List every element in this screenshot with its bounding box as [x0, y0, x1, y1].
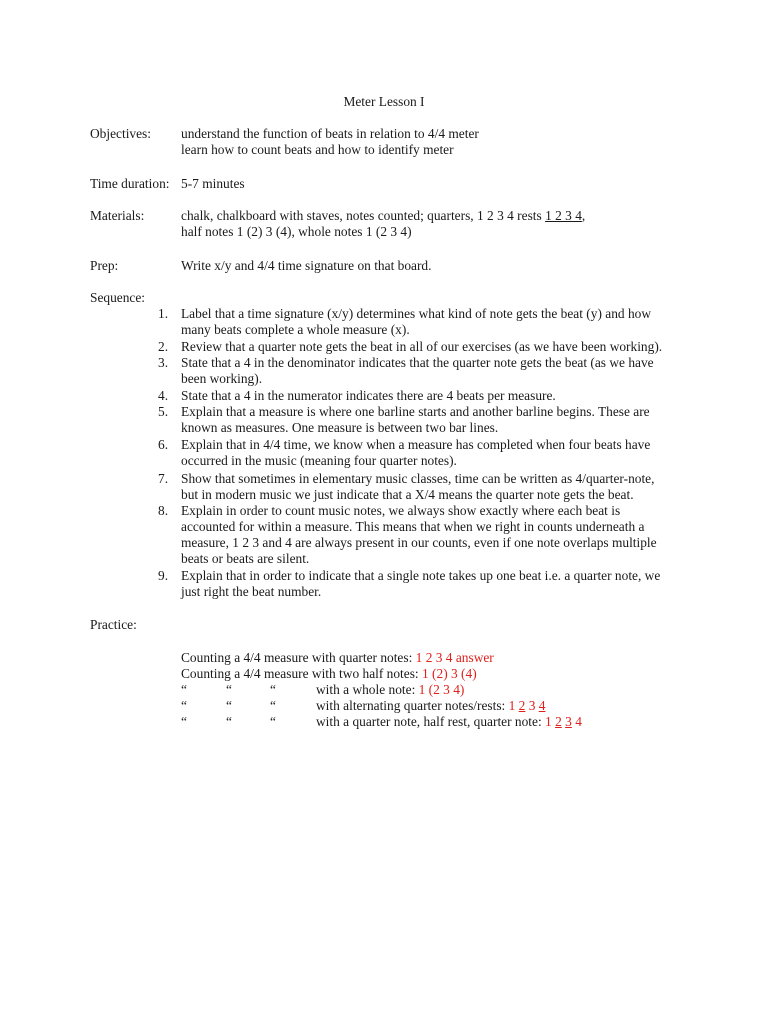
page-title: Meter Lesson I: [343, 94, 425, 109]
sequence-number: 5.: [158, 404, 169, 419]
ditto-mark: “: [181, 682, 187, 697]
sequence-text: but in modern music we just indicate that a X/4 means the quarter note gets the beat.: [181, 487, 634, 502]
practice-answer: 3: [525, 698, 539, 713]
practice-prompt: with a quarter note, half rest, quarter note:: [316, 714, 546, 729]
practice-prompt: with a whole note:: [316, 682, 419, 697]
sequence-text: Review that a quarter note gets the beat in all of our exercises (as we have been working).: [181, 339, 663, 354]
sequence-text: Explain that a measure is where one barline starts and another barline begins. These are: [181, 404, 650, 419]
sequence-number: 9.: [158, 568, 169, 583]
sequence-label: Sequence:: [90, 290, 146, 305]
sequence-text: Label that a time signature (x/y) determines what kind of note gets the beat (y) and how: [181, 306, 652, 321]
sequence-text: beats or beats are silent.: [181, 551, 310, 566]
practice-line: [181, 666, 477, 682]
practice-answer: 1 2 3 4 answer: [415, 650, 494, 665]
sequence-number: 6.: [158, 437, 169, 452]
sequence-text: many beats complete a whole measure (x).: [181, 322, 410, 337]
ditto-mark: “: [181, 698, 187, 713]
ditto-mark: “: [270, 682, 276, 697]
ditto-mark: “: [181, 714, 187, 729]
ditto-mark: “: [270, 698, 276, 713]
sequence-text: Show that sometimes in elementary music classes, time can be written as 4/quarter-note,: [181, 471, 655, 486]
sequence-number: 7.: [158, 471, 169, 486]
practice-label: Practice:: [90, 617, 137, 632]
sequence-number: 4.: [158, 388, 169, 403]
ditto-mark: “: [226, 714, 232, 729]
practice-answer-rest: 4: [538, 698, 546, 713]
practice-line: [316, 682, 464, 698]
sequence-text: known as measures. One measure is between two bar lines.: [181, 420, 499, 435]
sequence-text: State that a 4 in the numerator indicates there are 4 beats per measure.: [181, 388, 556, 403]
sequence-text: been working).: [181, 371, 263, 386]
ditto-mark: “: [270, 714, 276, 729]
practice-answer-rest: 2: [555, 714, 562, 729]
sequence-text: State that a 4 in the denominator indicates that the quarter note gets the beat (as we have: [181, 355, 654, 370]
practice-prompt: Counting a 4/4 measure with quarter notes:: [181, 650, 416, 665]
practice-answer: 1: [545, 714, 556, 729]
rests-count: 1 2 3 4: [545, 208, 582, 223]
materials-label: Materials:: [90, 208, 145, 223]
practice-line: [316, 714, 582, 730]
practice-answer-rest: 3: [565, 714, 572, 729]
ditto-mark: “: [226, 698, 232, 713]
practice-answer-rest: 2: [518, 698, 526, 713]
practice-line: [181, 650, 494, 666]
ditto-mark: “: [226, 682, 232, 697]
practice-prompt: with alternating quarter notes/rests:: [316, 698, 509, 713]
prep-label: Prep:: [90, 258, 119, 273]
objectives-label: Objectives:: [90, 126, 151, 141]
sequence-text: measure, 1 2 3 and 4 are always present in our counts, even if one note overlaps multiple: [181, 535, 657, 550]
sequence-text: Explain that in 4/4 time, we know when a measure has completed when four beats have: [181, 437, 651, 452]
sequence-number: 3.: [158, 355, 169, 370]
materials-text: chalk, chalkboard with staves, notes counted; quarters, 1 2 3 4 rests: [181, 208, 546, 223]
time-duration-label: Time duration:: [90, 176, 170, 191]
sequence-text: just right the beat number.: [181, 584, 322, 599]
practice-answer: 1 (2) 3 (4): [422, 666, 477, 681]
sequence-text: occurred in the music (meaning four quarter notes).: [181, 453, 457, 468]
sequence-text: Explain in order to count music notes, we always show exactly where each beat is: [181, 503, 621, 518]
objective-line: understand the function of beats in relation to 4/4 meter: [181, 126, 479, 141]
objective-line: learn how to count beats and how to identify meter: [181, 142, 454, 157]
materials-punct: ,: [581, 208, 586, 223]
sequence-number: 2.: [158, 339, 169, 354]
time-duration-value: 5-7 minutes: [181, 176, 245, 191]
sequence-text: Explain that in order to indicate that a single note takes up one beat i.e. a quarter note, we: [181, 568, 661, 583]
materials-line: [181, 208, 585, 224]
materials-line: half notes 1 (2) 3 (4), whole notes 1 (2 3 4): [181, 224, 412, 239]
practice-line: [316, 698, 545, 714]
sequence-number: 1.: [158, 306, 169, 321]
prep-value: Write x/y and 4/4 time signature on that board.: [181, 258, 432, 273]
practice-answer: 4: [571, 714, 582, 729]
practice-prompt: Counting a 4/4 measure with two half notes:: [181, 666, 422, 681]
practice-answer: 1: [508, 698, 519, 713]
practice-answer: 1 (2 3 4): [418, 682, 465, 697]
sequence-text: accounted for within a measure. This means that when we right in counts underneath a: [181, 519, 645, 534]
sequence-number: 8.: [158, 503, 169, 518]
